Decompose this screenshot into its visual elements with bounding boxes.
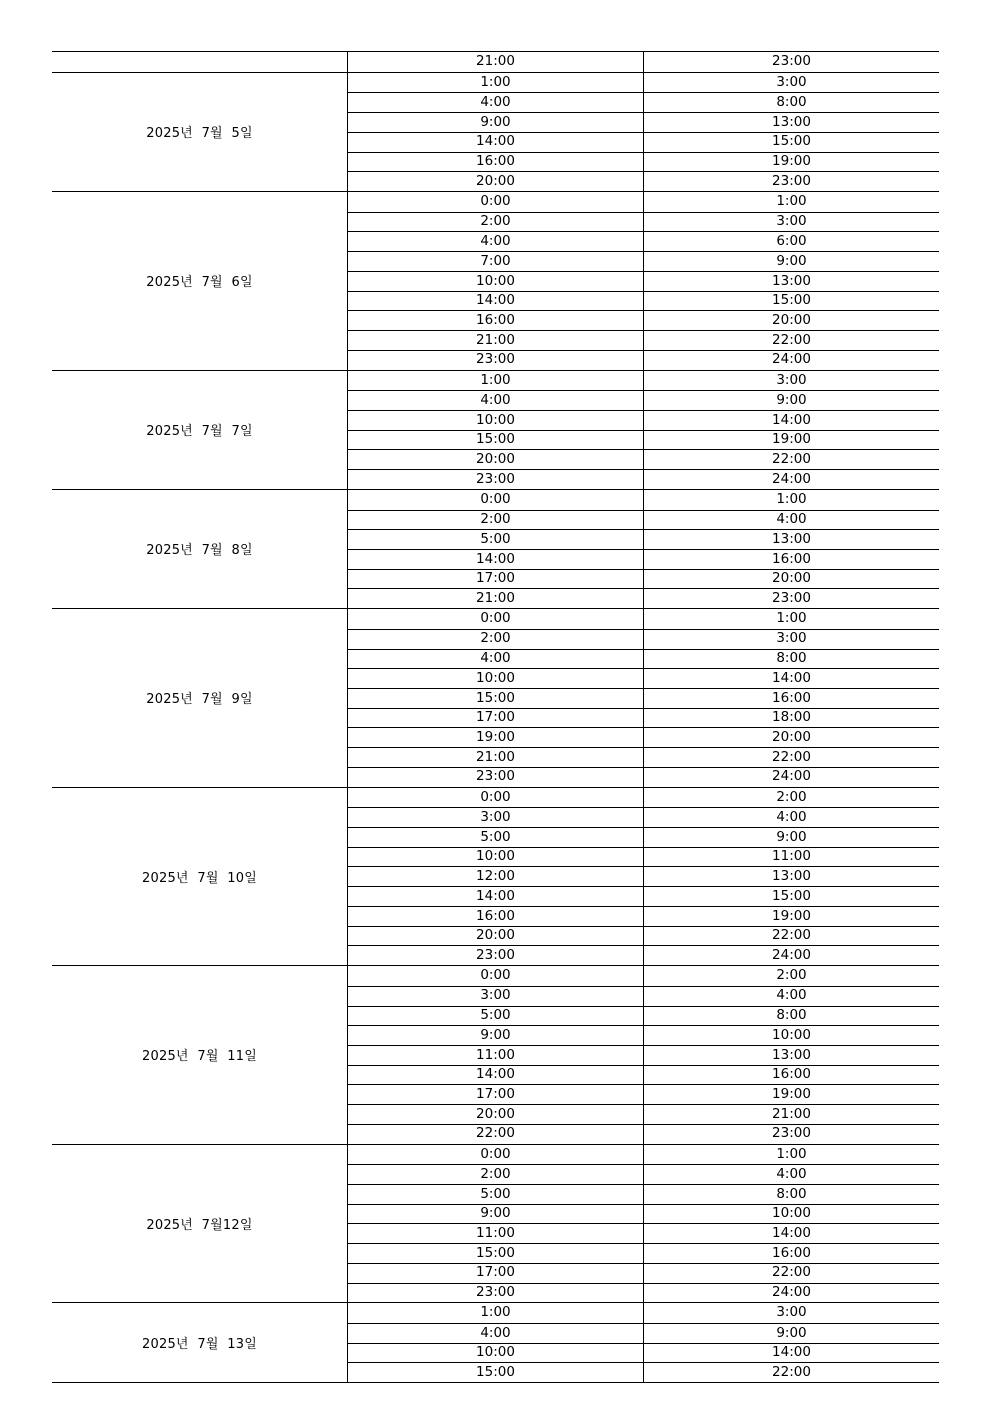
end-time-cell: 16:00 bbox=[772, 550, 811, 567]
start-time-cell: 5:00 bbox=[348, 828, 644, 847]
start-time-cell: 0:00 bbox=[348, 966, 644, 986]
end-time-cell: 4:00 bbox=[776, 1165, 807, 1182]
date-cell: 2025년 7월 5일 bbox=[52, 73, 348, 191]
end-time-cell: 1:00 bbox=[776, 490, 807, 507]
time-slot-row bbox=[348, 92, 939, 112]
start-time-cell: 5:00 bbox=[348, 1185, 644, 1204]
start-time-cell: 1:00 bbox=[348, 371, 644, 391]
start-time-cell: 16:00 bbox=[348, 907, 644, 926]
time-slot-row bbox=[348, 549, 939, 569]
time-slot-row bbox=[348, 410, 939, 430]
end-time-cell: 4:00 bbox=[776, 511, 807, 528]
end-time-cell: 10:00 bbox=[772, 1026, 811, 1043]
start-time-cell: 17:00 bbox=[348, 1085, 644, 1104]
time-slot-list bbox=[348, 1145, 939, 1303]
time-slot-row bbox=[348, 827, 939, 847]
start-time-cell: 1:00 bbox=[348, 1303, 644, 1323]
end-time-cell: 3:00 bbox=[776, 371, 807, 388]
time-slot-row bbox=[348, 569, 939, 589]
start-time-cell: 3:00 bbox=[348, 987, 644, 1006]
date-group bbox=[52, 787, 939, 965]
start-time-cell: 0:00 bbox=[348, 1145, 644, 1165]
time-slot-row bbox=[348, 1084, 939, 1104]
time-slot-row bbox=[348, 886, 939, 906]
start-time-cell: 4:00 bbox=[348, 93, 644, 112]
start-time-cell: 16:00 bbox=[348, 311, 644, 330]
end-time-cell: 4:00 bbox=[776, 987, 807, 1004]
time-slot-row bbox=[348, 966, 939, 986]
end-time-cell: 14:00 bbox=[772, 411, 811, 428]
end-time-cell: 23:00 bbox=[772, 53, 811, 70]
time-slot-row bbox=[348, 1343, 939, 1363]
start-time-cell: 21:00 bbox=[348, 748, 644, 767]
time-slot-list bbox=[348, 192, 939, 369]
start-time-cell: 19:00 bbox=[348, 728, 644, 747]
end-time-cell: 24:00 bbox=[772, 946, 811, 963]
end-time-cell: 13:00 bbox=[772, 272, 811, 289]
end-time-cell: 8:00 bbox=[776, 1007, 807, 1024]
end-time-cell: 19:00 bbox=[772, 907, 811, 924]
time-slot-row bbox=[348, 1104, 939, 1124]
date-group bbox=[52, 1144, 939, 1303]
time-slot-row bbox=[348, 1065, 939, 1085]
end-time-cell: 2:00 bbox=[776, 967, 807, 984]
date-cell: 2025년 7월 13일 bbox=[52, 1303, 348, 1382]
date-cell bbox=[52, 52, 348, 72]
end-time-cell: 20:00 bbox=[772, 311, 811, 328]
time-slot-row bbox=[348, 747, 939, 767]
start-time-cell: 20:00 bbox=[348, 927, 644, 946]
end-time-cell: 23:00 bbox=[772, 172, 811, 189]
end-time-cell: 6:00 bbox=[776, 233, 807, 250]
start-time-cell: 15:00 bbox=[348, 431, 644, 450]
time-slot-row bbox=[348, 727, 939, 747]
time-slot-row bbox=[348, 1323, 939, 1343]
start-time-cell: 3:00 bbox=[348, 808, 644, 827]
end-time-cell: 11:00 bbox=[772, 848, 811, 865]
start-time-cell: 5:00 bbox=[348, 530, 644, 549]
start-time-cell: 21:00 bbox=[348, 589, 644, 608]
end-time-cell: 8:00 bbox=[776, 1185, 807, 1202]
start-time-cell: 10:00 bbox=[348, 272, 644, 291]
end-time-cell: 22:00 bbox=[772, 331, 811, 348]
end-time-cell: 23:00 bbox=[772, 590, 811, 607]
start-time-cell: 21:00 bbox=[348, 331, 644, 350]
time-slot-row bbox=[348, 1362, 939, 1382]
time-slot-row bbox=[348, 1243, 939, 1263]
time-slot-row bbox=[348, 291, 939, 311]
end-time-cell: 3:00 bbox=[776, 213, 807, 230]
end-time-cell: 14:00 bbox=[772, 1344, 811, 1361]
start-time-cell: 4:00 bbox=[348, 650, 644, 669]
time-slot-row bbox=[348, 1006, 939, 1026]
start-time-cell: 14:00 bbox=[348, 887, 644, 906]
start-time-cell: 2:00 bbox=[348, 213, 644, 232]
end-time-cell: 19:00 bbox=[772, 1085, 811, 1102]
time-slot-list bbox=[348, 609, 939, 786]
time-slot-row bbox=[348, 132, 939, 152]
start-time-cell: 9:00 bbox=[348, 113, 644, 132]
date-cell: 2025년 7월 8일 bbox=[52, 490, 348, 608]
start-time-cell: 14:00 bbox=[348, 133, 644, 152]
end-time-cell: 9:00 bbox=[776, 391, 807, 408]
start-time-cell: 23:00 bbox=[348, 768, 644, 787]
end-time-cell: 2:00 bbox=[776, 788, 807, 805]
start-time-cell: 9:00 bbox=[348, 1026, 644, 1045]
time-slot-list bbox=[348, 73, 939, 191]
time-slot-row bbox=[348, 668, 939, 688]
start-time-cell: 14:00 bbox=[348, 550, 644, 569]
time-slot-row bbox=[348, 371, 939, 391]
time-slot-row bbox=[348, 73, 939, 93]
time-slot-row bbox=[348, 986, 939, 1006]
time-slot-row bbox=[348, 788, 939, 808]
end-time-cell: 13:00 bbox=[772, 530, 811, 547]
start-time-cell: 14:00 bbox=[348, 1066, 644, 1085]
start-time-cell: 15:00 bbox=[348, 689, 644, 708]
time-slot-row bbox=[348, 251, 939, 271]
end-time-cell: 10:00 bbox=[772, 1205, 811, 1222]
end-time-cell: 23:00 bbox=[772, 1125, 811, 1142]
start-time-cell: 0:00 bbox=[348, 192, 644, 212]
time-slot-row bbox=[348, 1164, 939, 1184]
end-time-cell: 13:00 bbox=[772, 868, 811, 885]
date-cell: 2025년 7월 9일 bbox=[52, 609, 348, 786]
time-slot-row bbox=[348, 390, 939, 410]
time-slot-row bbox=[348, 1045, 939, 1065]
end-time-cell: 14:00 bbox=[772, 669, 811, 686]
start-time-cell: 14:00 bbox=[348, 292, 644, 311]
date-cell: 2025년 7월 10일 bbox=[52, 788, 348, 965]
time-slot-row bbox=[348, 609, 939, 629]
start-time-cell: 5:00 bbox=[348, 1007, 644, 1026]
date-cell: 2025년 7월 6일 bbox=[52, 192, 348, 369]
start-time-cell: 9:00 bbox=[348, 1205, 644, 1224]
start-time-cell: 22:00 bbox=[348, 1125, 644, 1144]
time-slot-row bbox=[348, 629, 939, 649]
end-time-cell: 19:00 bbox=[772, 153, 811, 170]
end-time-cell: 22:00 bbox=[772, 748, 811, 765]
end-time-cell: 15:00 bbox=[772, 887, 811, 904]
start-time-cell: 17:00 bbox=[348, 570, 644, 589]
start-time-cell: 4:00 bbox=[348, 1324, 644, 1343]
start-time-cell: 15:00 bbox=[348, 1244, 644, 1263]
end-time-cell: 24:00 bbox=[772, 1284, 811, 1301]
start-time-cell: 12:00 bbox=[348, 867, 644, 886]
time-slot-row bbox=[348, 767, 939, 787]
end-time-cell: 14:00 bbox=[772, 1225, 811, 1242]
start-time-cell: 11:00 bbox=[348, 1224, 644, 1243]
start-time-cell: 2:00 bbox=[348, 630, 644, 649]
end-time-cell: 16:00 bbox=[772, 1244, 811, 1261]
time-slot-list bbox=[348, 490, 939, 608]
time-slot-row bbox=[348, 330, 939, 350]
end-time-cell: 15:00 bbox=[772, 292, 811, 309]
end-time-cell: 19:00 bbox=[772, 431, 811, 448]
time-slot-row bbox=[348, 1145, 939, 1165]
time-slot-row bbox=[348, 171, 939, 191]
start-time-cell: 17:00 bbox=[348, 1264, 644, 1283]
time-slot-row bbox=[348, 310, 939, 330]
end-time-cell: 13:00 bbox=[772, 1046, 811, 1063]
start-time-cell: 2:00 bbox=[348, 511, 644, 530]
end-time-cell: 15:00 bbox=[772, 133, 811, 150]
end-time-cell: 18:00 bbox=[772, 709, 811, 726]
date-group bbox=[52, 191, 939, 369]
time-slot-row bbox=[348, 212, 939, 232]
end-time-cell: 16:00 bbox=[772, 689, 811, 706]
end-time-cell: 1:00 bbox=[776, 1145, 807, 1162]
time-slot-row bbox=[348, 469, 939, 489]
start-time-cell: 15:00 bbox=[348, 1363, 644, 1382]
start-time-cell: 21:00 bbox=[348, 52, 644, 72]
time-slot-row bbox=[348, 708, 939, 728]
start-time-cell: 23:00 bbox=[348, 1284, 644, 1303]
end-time-cell: 22:00 bbox=[772, 927, 811, 944]
start-time-cell: 4:00 bbox=[348, 232, 644, 251]
end-time-cell: 20:00 bbox=[772, 570, 811, 587]
end-time-cell: 13:00 bbox=[772, 113, 811, 130]
time-slot-list bbox=[348, 52, 939, 72]
start-time-cell: 1:00 bbox=[348, 73, 644, 93]
start-time-cell: 20:00 bbox=[348, 1105, 644, 1124]
start-time-cell: 16:00 bbox=[348, 153, 644, 172]
time-slot-row bbox=[348, 271, 939, 291]
time-slot-row bbox=[348, 449, 939, 469]
end-time-cell: 24:00 bbox=[772, 768, 811, 785]
time-slot-row bbox=[348, 1283, 939, 1303]
start-time-cell: 17:00 bbox=[348, 709, 644, 728]
time-slot-row bbox=[348, 649, 939, 669]
time-slot-row bbox=[348, 847, 939, 867]
start-time-cell: 10:00 bbox=[348, 669, 644, 688]
time-slot-row bbox=[348, 588, 939, 608]
end-time-cell: 9:00 bbox=[776, 252, 807, 269]
time-slot-row bbox=[348, 807, 939, 827]
start-time-cell: 20:00 bbox=[348, 450, 644, 469]
time-slot-row bbox=[348, 231, 939, 251]
time-slot-row bbox=[348, 152, 939, 172]
time-slot-row bbox=[348, 1223, 939, 1243]
start-time-cell: 23:00 bbox=[348, 470, 644, 489]
time-slot-row bbox=[348, 430, 939, 450]
start-time-cell: 0:00 bbox=[348, 609, 644, 629]
end-time-cell: 9:00 bbox=[776, 828, 807, 845]
date-group bbox=[52, 965, 939, 1143]
time-slot-row bbox=[348, 350, 939, 370]
start-time-cell: 7:00 bbox=[348, 252, 644, 271]
end-time-cell: 1:00 bbox=[776, 193, 807, 210]
end-time-cell: 4:00 bbox=[776, 808, 807, 825]
start-time-cell: 0:00 bbox=[348, 788, 644, 808]
end-time-cell: 22:00 bbox=[772, 450, 811, 467]
time-slot-row bbox=[348, 1184, 939, 1204]
start-time-cell: 23:00 bbox=[348, 351, 644, 370]
time-slot-row bbox=[348, 906, 939, 926]
time-slot-row bbox=[348, 866, 939, 886]
end-time-cell: 8:00 bbox=[776, 94, 807, 111]
start-time-cell: 10:00 bbox=[348, 411, 644, 430]
end-time-cell: 3:00 bbox=[776, 630, 807, 647]
time-slot-row bbox=[348, 52, 939, 72]
time-slot-row bbox=[348, 112, 939, 132]
end-time-cell: 21:00 bbox=[772, 1105, 811, 1122]
end-time-cell: 3:00 bbox=[776, 73, 807, 90]
end-time-cell: 24:00 bbox=[772, 351, 811, 368]
start-time-cell: 11:00 bbox=[348, 1046, 644, 1065]
start-time-cell: 23:00 bbox=[348, 946, 644, 965]
time-slot-list bbox=[348, 788, 939, 965]
end-time-cell: 20:00 bbox=[772, 729, 811, 746]
start-time-cell: 0:00 bbox=[348, 490, 644, 510]
date-group bbox=[52, 1302, 939, 1383]
time-slot-row bbox=[348, 510, 939, 530]
end-time-cell: 8:00 bbox=[776, 650, 807, 667]
end-time-cell: 22:00 bbox=[772, 1264, 811, 1281]
time-slot-row bbox=[348, 1124, 939, 1144]
date-cell: 2025년 7월 11일 bbox=[52, 966, 348, 1143]
date-group bbox=[52, 489, 939, 608]
end-time-cell: 22:00 bbox=[772, 1364, 811, 1381]
start-time-cell: 10:00 bbox=[348, 848, 644, 867]
time-slot-row bbox=[348, 945, 939, 965]
date-group bbox=[52, 608, 939, 786]
start-time-cell: 2:00 bbox=[348, 1165, 644, 1184]
date-group bbox=[52, 72, 939, 191]
time-slot-row bbox=[348, 688, 939, 708]
time-slot-row bbox=[348, 1303, 939, 1323]
time-slot-row bbox=[348, 490, 939, 510]
end-time-cell: 9:00 bbox=[776, 1324, 807, 1341]
end-time-cell: 3:00 bbox=[776, 1304, 807, 1321]
end-time-cell: 1:00 bbox=[776, 610, 807, 627]
start-time-cell: 10:00 bbox=[348, 1344, 644, 1363]
time-slot-row bbox=[348, 1025, 939, 1045]
end-time-cell: 24:00 bbox=[772, 470, 811, 487]
time-slot-row bbox=[348, 529, 939, 549]
time-slot-row bbox=[348, 1263, 939, 1283]
time-slot-row bbox=[348, 926, 939, 946]
time-slot-list bbox=[348, 371, 939, 489]
time-slot-row bbox=[348, 1204, 939, 1224]
time-slot-list bbox=[348, 966, 939, 1143]
date-group bbox=[52, 370, 939, 489]
end-time-cell: 16:00 bbox=[772, 1066, 811, 1083]
date-cell: 2025년 7월 7일 bbox=[52, 371, 348, 489]
date-group bbox=[52, 51, 939, 72]
start-time-cell: 20:00 bbox=[348, 172, 644, 191]
time-slot-list bbox=[348, 1303, 939, 1382]
time-slot-row bbox=[348, 192, 939, 212]
date-cell: 2025년 7월12일 bbox=[52, 1145, 348, 1303]
schedule-table bbox=[52, 51, 939, 1383]
start-time-cell: 4:00 bbox=[348, 391, 644, 410]
